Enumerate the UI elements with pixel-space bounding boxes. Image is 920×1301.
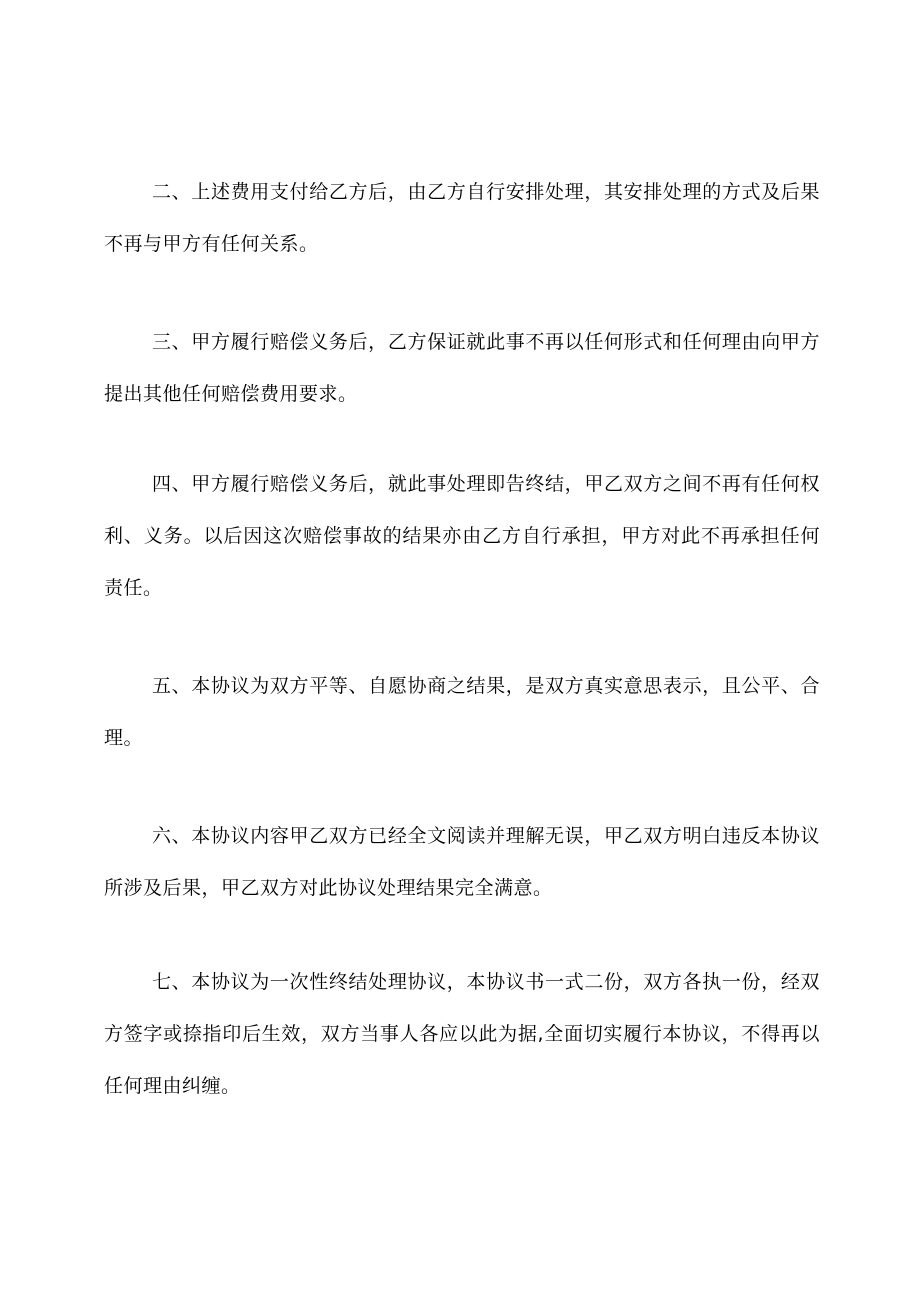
clause-2-paragraph: 二、上述费用支付给乙方后，由乙方自行安排处理，其安排处理的方式及后果不再与甲方有任何关系。 [104, 181, 820, 255]
clause-7-paragraph: 七、本协议为一次性终结处理协议，本协议书一式二份，双方各执一份，经双方签字或捺指印后生效，双方当事人各应以此为据,全面切实履行本协议，不得再以任何理由纠缠。 [104, 971, 820, 1097]
clause-3-paragraph: 三、甲方履行赔偿义务后，乙方保证就此事不再以任何形式和任何理由向甲方提出其他任何赔偿费用要求。 [104, 331, 820, 405]
clause-5-paragraph: 五、本协议为双方平等、自愿协商之结果，是双方真实意思表示，且公平、合理。 [104, 675, 820, 749]
clause-4-paragraph: 四、甲方履行赔偿义务后，就此事处理即告终结，甲乙双方之间不再有任何权利、义务。以后因这次赔偿事故的结果亦由乙方自行承担，甲方对此不再承担任何责任。 [104, 473, 820, 599]
clause-6-paragraph: 六、本协议内容甲乙双方已经全文阅读并理解无误，甲乙双方明白违反本协议所涉及后果，甲乙双方对此协议处理结果完全满意。 [104, 825, 820, 899]
